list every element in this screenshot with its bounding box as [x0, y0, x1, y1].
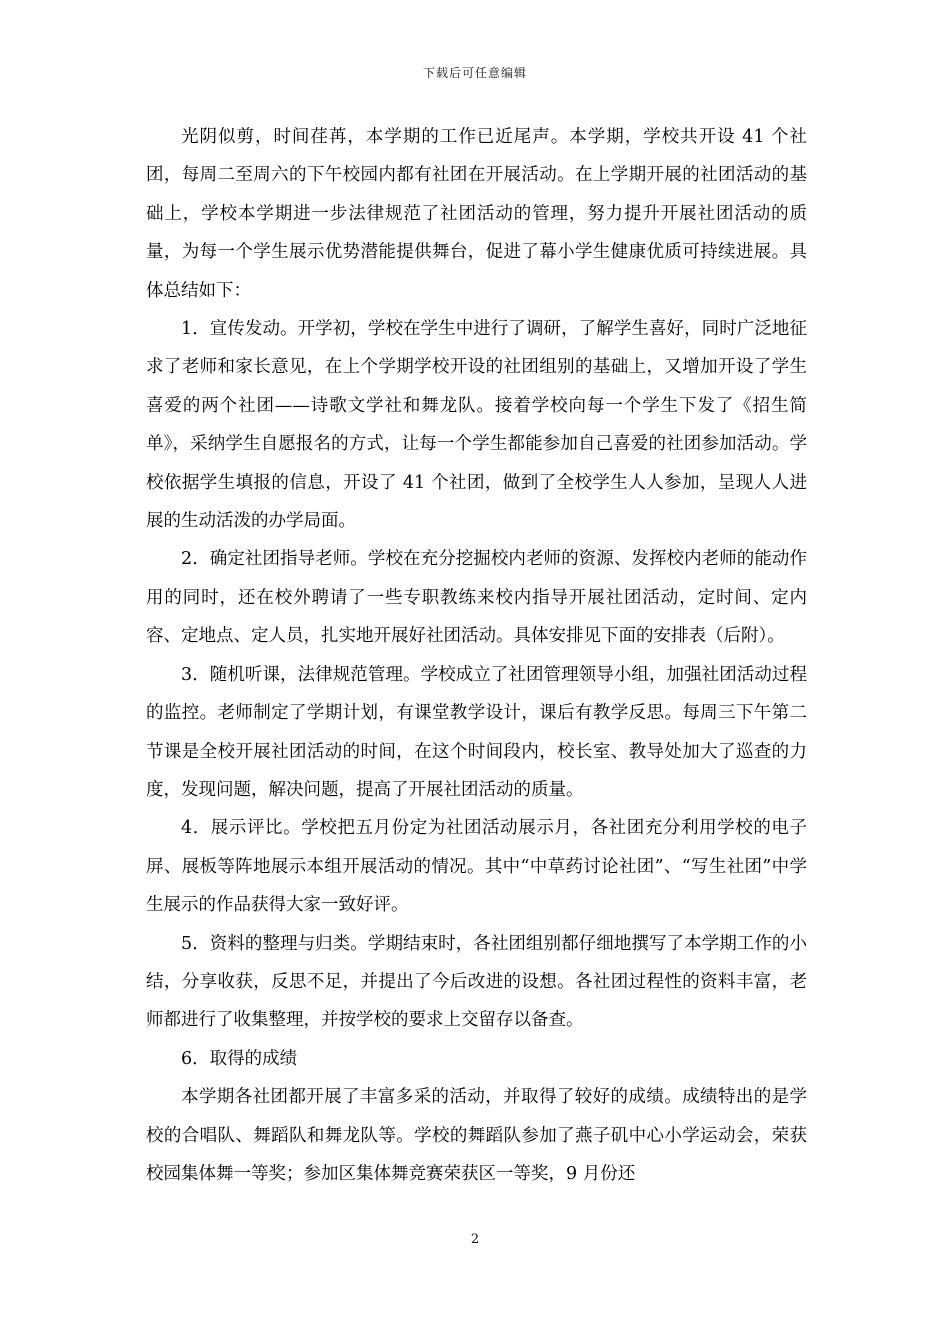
- page-number: 2: [470, 1232, 480, 1247]
- paragraph-item-5: 5．资料的整理与归类。学期结束时，各社团组别都仔细地撰写了本学期工作的小结，分享收获，反思不足，并提出了今后改进的设想。各社团过程性的资料丰富，老师都进行了收集整理，并按学校的要求上交留存以备查。: [146, 933, 807, 1031]
- document-body: [146, 118, 807, 1193]
- paragraph-item-4: 4．展示评比。学校把五月份定为社团活动展示月，各社团充分利用学校的电子屏、展板等阵地展示本组开展活动的情况。其中“中草药讨论社团”、“写生社团”中学生展示的作品获得大家一致好评。: [146, 818, 807, 916]
- page-header: 下载后可任意编辑: [422, 66, 527, 80]
- paragraph-item-1: 1．宣传发动。开学初，学校在学生中进行了调研，了解学生喜好，同时广泛地征求了老师和家长意见，在上个学期学校开设的社团组别的基础上，又增加开设了学生喜爱的两个社团——诗歌文学社和舞龙队。接着学校向每一个学生下发了《招生简单》，采纳学生自愿报名的方式，让每一个学生都能参加自己喜爱的社团参加活动。学校依据学生填报的信息，开设了 41 个社团，做到了全校学生人人参加，呈现人人进展的生动活泼的办学局面。: [146, 319, 807, 532]
- paragraph-item-2: 2．确定社团指导老师。学校在充分挖掘校内老师的资源、发挥校内老师的能动作用的同时，还在校外聘请了一些专职教练来校内指导开展社团活动，定时间、定内容、定地点、定人员，扎实地开展好社团活动。具体安排见下面的安排表（后附）。: [146, 549, 807, 647]
- paragraph-achievements: 本学期各社团都开展了丰富多采的活动，并取得了较好的成绩。成绩特出的是学校的合唱队、舞蹈队和舞龙队等。学校的舞蹈队参加了燕子矶中心小学运动会，荣获校园集体舞一等奖；参加区集体舞竞赛荣获区一等奖，9 月份还: [146, 1087, 807, 1184]
- paragraph-item-6-heading: 6．取得的成绩: [181, 1048, 298, 1069]
- paragraph-item-3: 3．随机听课，法律规范管理。学校成立了社团管理领导小组，加强社团活动过程的监控。老师制定了学期计划，有课堂教学设计，课后有教学反思。每周三下午第二节课是全校开展社团活动的时间，在这个时间段内，校长室、教导处加大了巡查的力度，发现问题，解决问题，提高了开展社团活动的质量。: [146, 664, 807, 800]
- paragraph-intro: 光阴似剪，时间荏苒，本学期的工作已近尾声。本学期，学校共开设 41 个社团，每周二至周六的下午校园内都有社团在开展活动。在上学期开展的社团活动的基础上，学校本学期进一步法律规范了社团活动的管理，努力提升开展社团活动的质量，为每一个学生展示优势潜能提供舞台，促进了幕小学生健康优质可持续进展。具体总结如下：: [146, 127, 807, 301]
